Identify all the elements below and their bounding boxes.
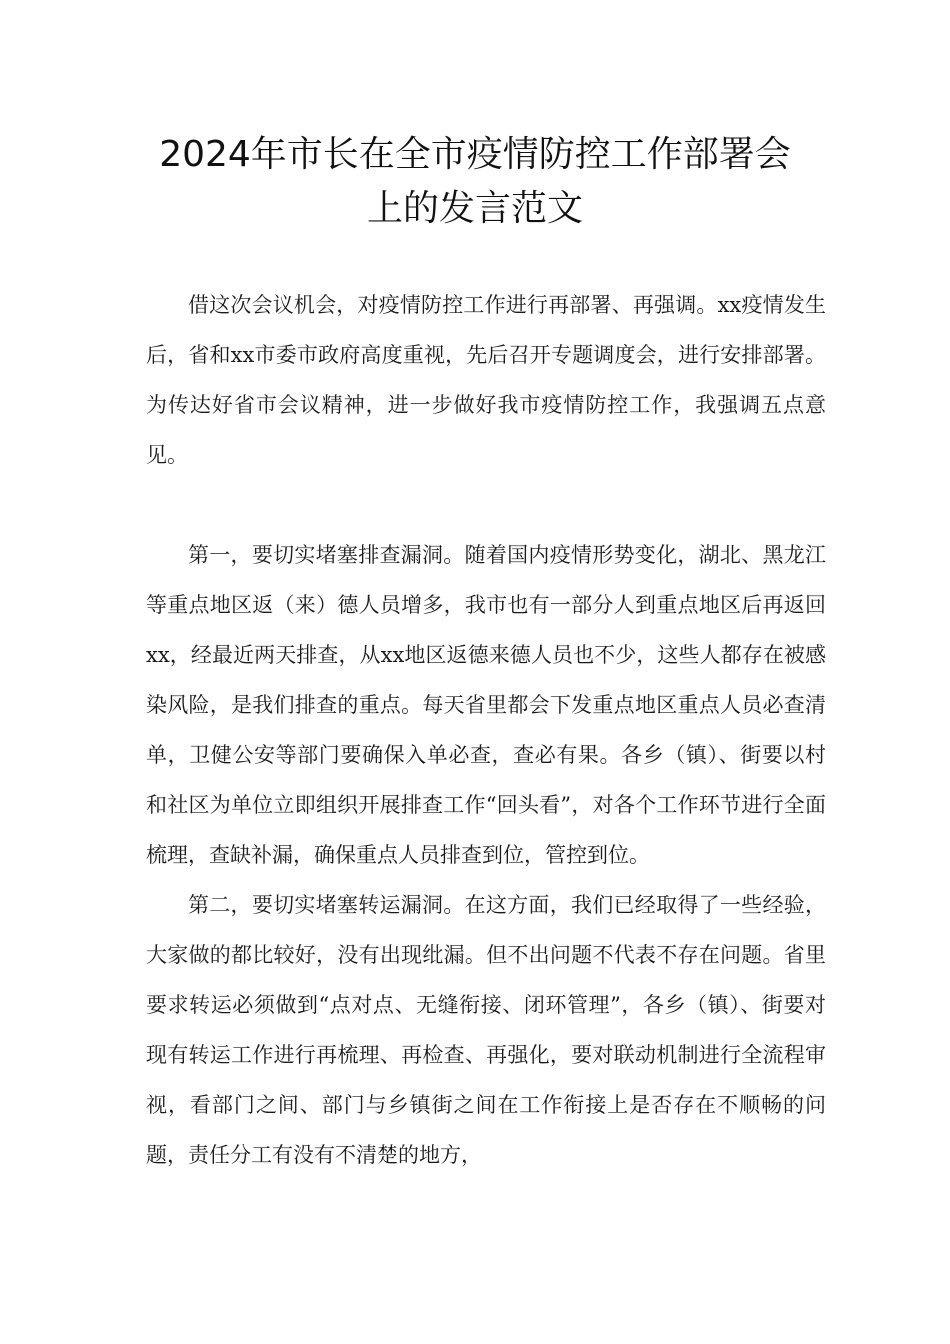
title-line-2: 上的发言范文 [366,188,583,229]
document-title [0,128,950,236]
document-body [146,280,826,1180]
paragraph-point-one: 第一，要切实堵塞排查漏洞。随着国内疫情形势变化，湖北、黑龙江等重点地区返（来）德人员增多，我市也有一部分人到重点地区后再返回xx，经最近两天排查，从xx地区返德来德人员也不少，这些人都存在被感染风险，是我们排查的重点。每天省里都会下发重点地区重点人员必查清单，卫健公安等部门要确保入单必查，查必有果。各乡（镇）、街要以村和社区为单位立即组织开展排查工作“回头看”，对各个工作环节进行全面梳理，查缺补漏，确保重点人员排查到位，管控到位。 [146,543,826,867]
paragraph-intro: 借这次会议机会，对疫情防控工作进行再部署、再强调。xx疫情发生后，省和xx市委市政府高度重视，先后召开专题调度会，进行安排部署。为传达好省市会议精神，进一步做好我市疫情防控工作，我强调五点意见。 [146,293,826,467]
paragraph-point-two: 第二，要切实堵塞转运漏洞。在这方面，我们已经取得了一些经验，大家做的都比较好，没有出现纰漏。但不出问题不代表不存在问题。省里要求转运必须做到“点对点、无缝衔接、闭环管理”，各乡（镇）、街要对现有转运工作进行再梳理、再检查、再强化，要对联动机制进行全流程审视，看部门之间、部门与乡镇街之间在工作衔接上是否存在不顺畅的问题，责任分工有没有不清楚的地方， [146,893,826,1167]
title-line-1: 2024年市长在全市疫情防控工作部署会 [159,134,791,175]
